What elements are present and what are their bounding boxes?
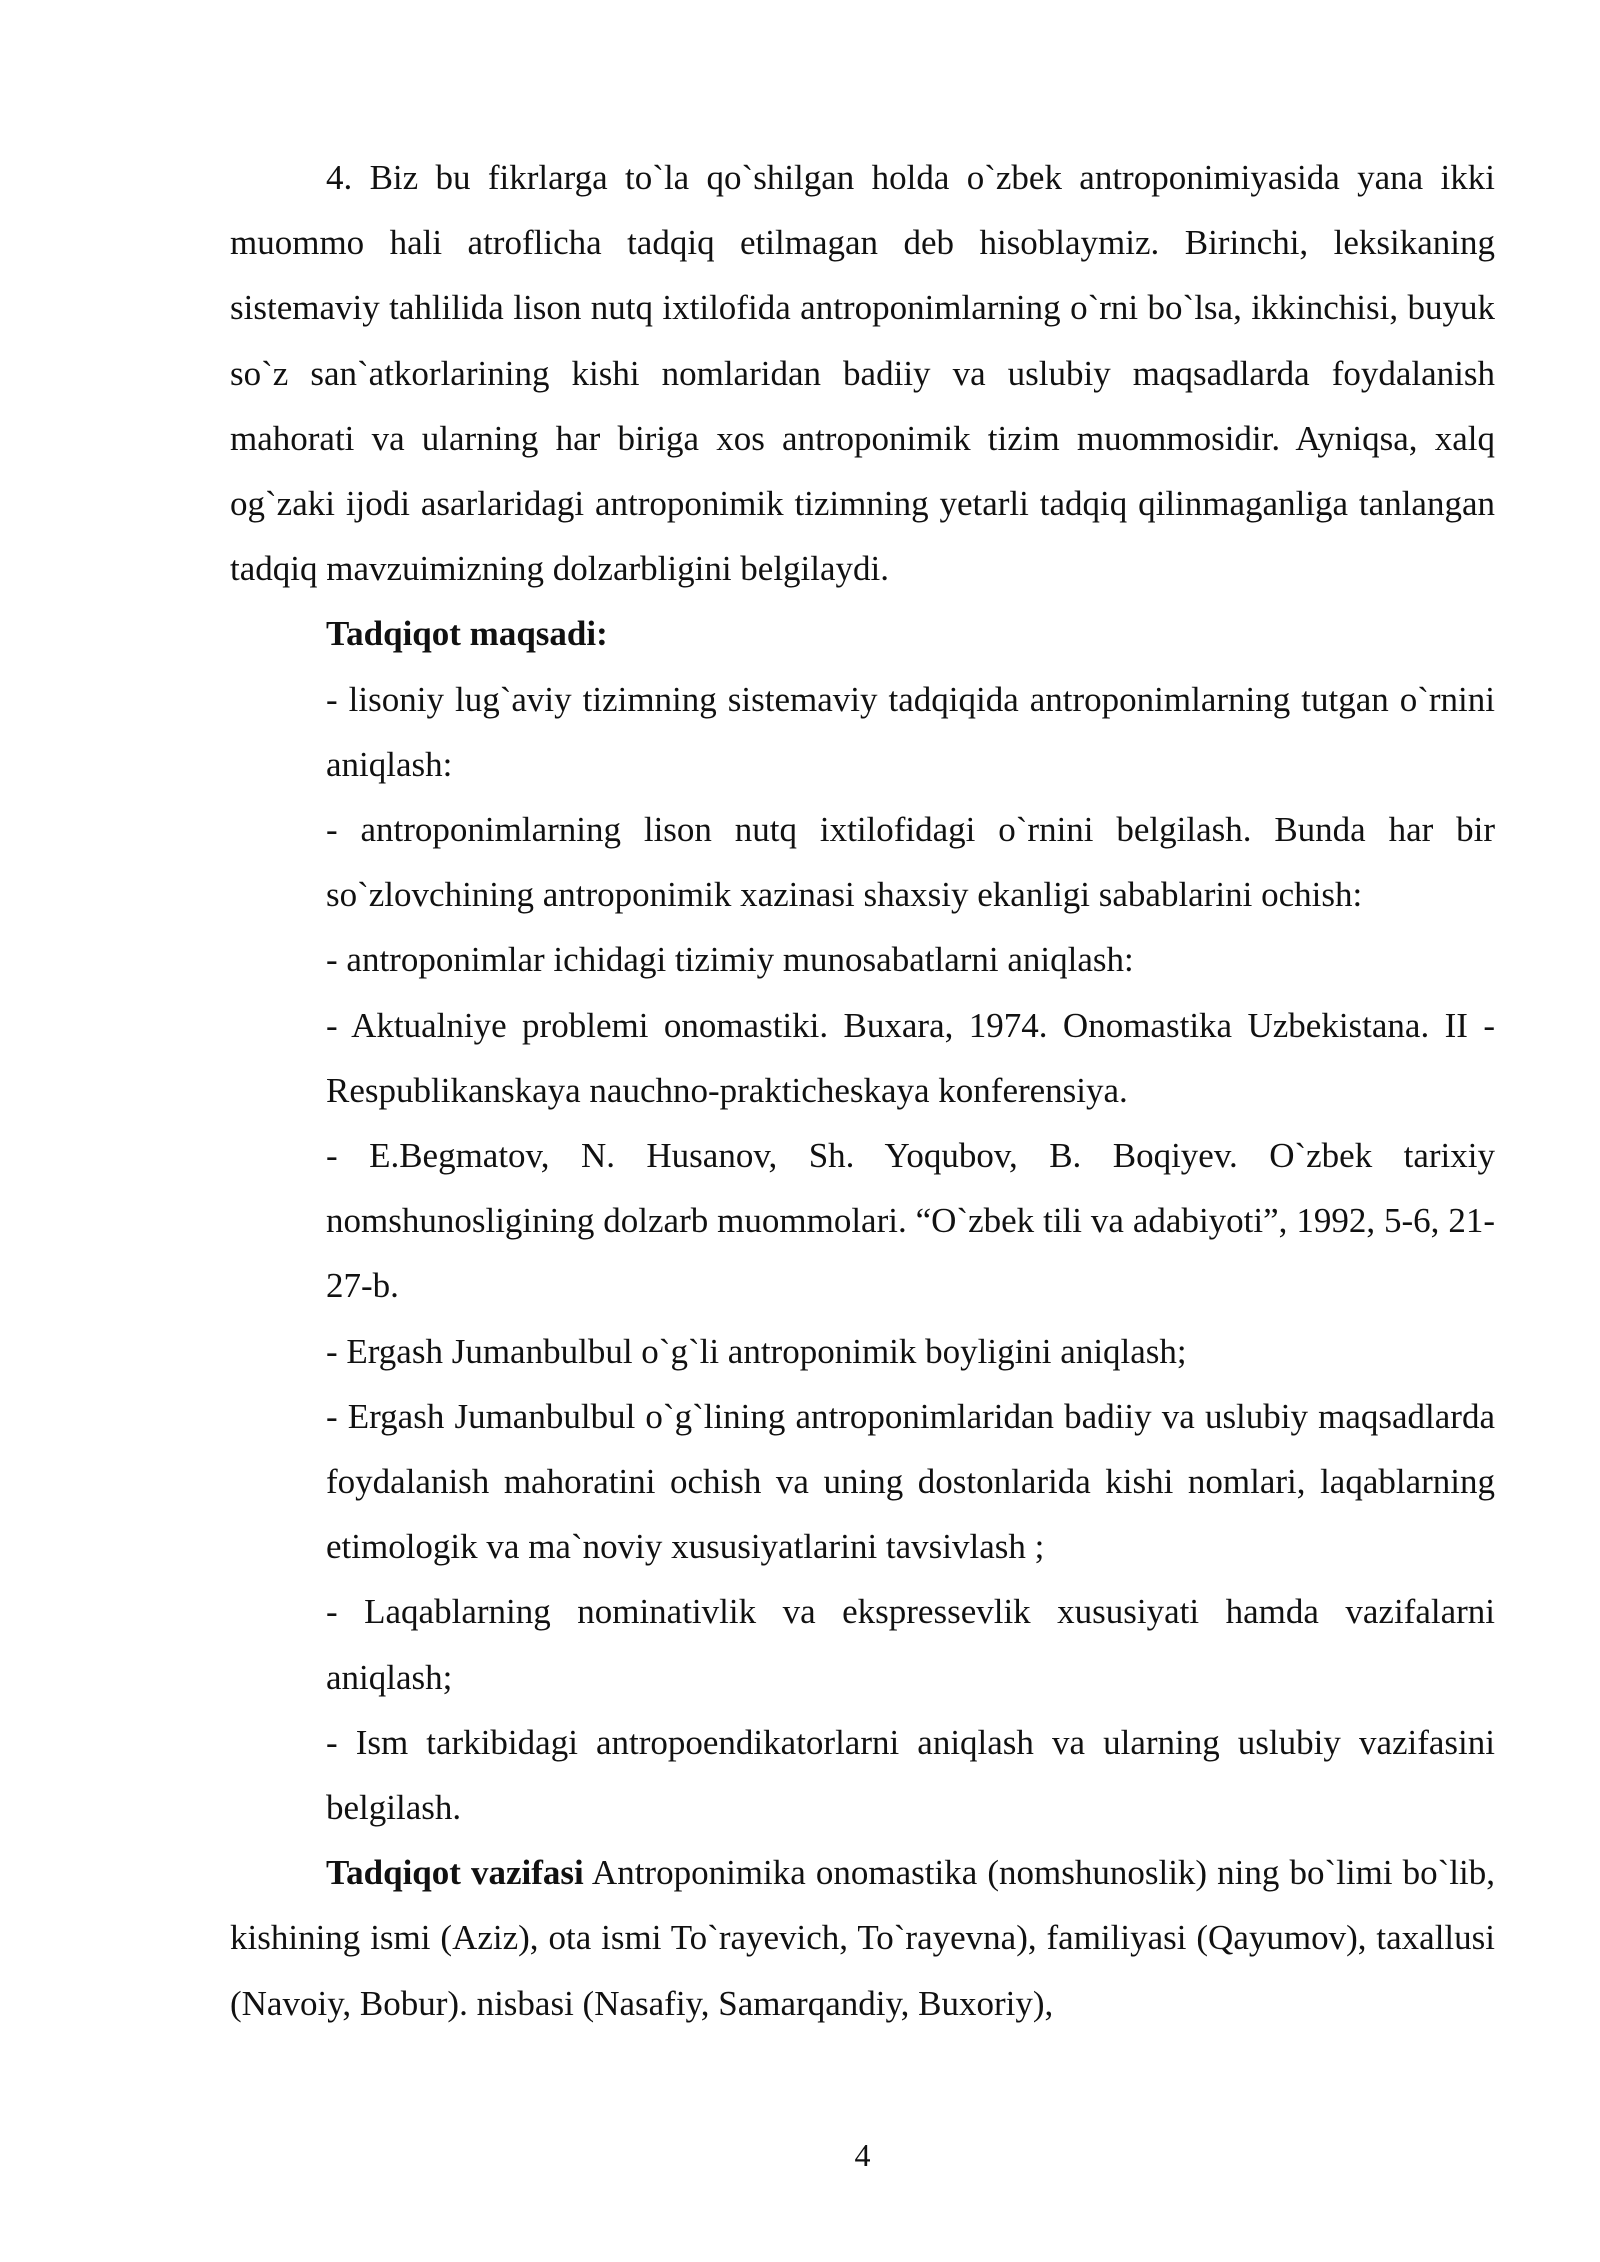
page-body: [230, 145, 1495, 2036]
goal-item: - Aktualniye problemi onomastiki. Buxara, 1974. Onomastika Uzbekistana. II - Respublikanskaya nauchno-prakticheskaya konferensiya.: [326, 1005, 1495, 1110]
tasks-heading: Tadqiqot vazifasi: [326, 1853, 584, 1893]
goal-item: - lisoniy lug`aviy tizimning sistemaviy tadqiqida antroponimlarning tutgan o`rnini aniqlash:: [326, 679, 1495, 784]
goal-item: - Ism tarkibidagi antropoendikatorlarni aniqlash va ularning uslubiy vazifasini belgilash.: [326, 1722, 1495, 1828]
goal-item: - Laqablarning nominativlik va ekspressevlik xususiyati hamda vazifalarni aniqlash;: [326, 1592, 1495, 1697]
tasks-text: Antroponimika onomastika (nomshunoslik) ning bo`limi bo`lib, kishining ismi (Aziz), ota ismi To`rayevich, To`rayevna), familiyasi (Qayumov), taxallusi (Navoiy, Bobur). nisbasi (Nasafiy, Samarqandiy, Buxoriy),: [230, 1853, 1495, 2023]
goal-item: - Ergash Jumanbulbul o`g`li antroponimik boyligini aniqlash;: [326, 1331, 1187, 1371]
goal-item: - antroponimlar ichidagi tizimiy munosabatlarni aniqlash:: [326, 940, 1134, 980]
goal-item: - E.Begmatov, N. Husanov, Sh. Yoqubov, B. Boqiyev. O`zbek tarixiy nomshunosligining dolzarb muommolari. “O`zbek tili va adabiyoti”, 1992, 5-6, 21-27-b.: [326, 1136, 1495, 1306]
intro-paragraph: 4. Biz bu fikrlarga to`la qo`shilgan holda o`zbek antroponimiyasida yana ikki muommo hali atroflicha tadqiq etilmagan deb hisoblaymiz. Birinchi, leksikaning sistemaviy tahlilida lison nutq ixtilofida antroponimlarning o`rni bo`lsa, ikkinchisi, buyuk so`z san`atkorlarining kishi nomlaridan badiiy va uslubiy maqsadlarda foydalanish mahorati va ularning har biriga xos antroponimik tizim muommosidir. Ayniqsa, xalq og`zaki ijodi asarlaridagi antroponimik tizimning yetarli tadqiq qilinmaganliga tanlangan tadqiq mavzuimizning dolzarbligini belgilaydi.: [230, 158, 1495, 589]
goal-heading: Tadqiqot maqsadi:: [326, 614, 608, 654]
goal-item: - Ergash Jumanbulbul o`g`lining antroponimlaridan badiiy va uslubiy maqsadlarda foydalanish mahoratini ochish va uning dostonlarida kishi nomlari, laqablarning etimologik va ma`noviy xususiyatlarini tavsivlash ;: [326, 1396, 1495, 1567]
tasks-paragraph: [230, 1840, 1495, 2036]
page-number: 4: [854, 2137, 871, 2173]
goal-item: - antroponimlarning lison nutq ixtilofidagi o`rnini belgilash. Bunda har bir so`zlovchining antroponimik xazinasi shaxsiy ekanligi sabablarini ochish:: [326, 810, 1495, 915]
